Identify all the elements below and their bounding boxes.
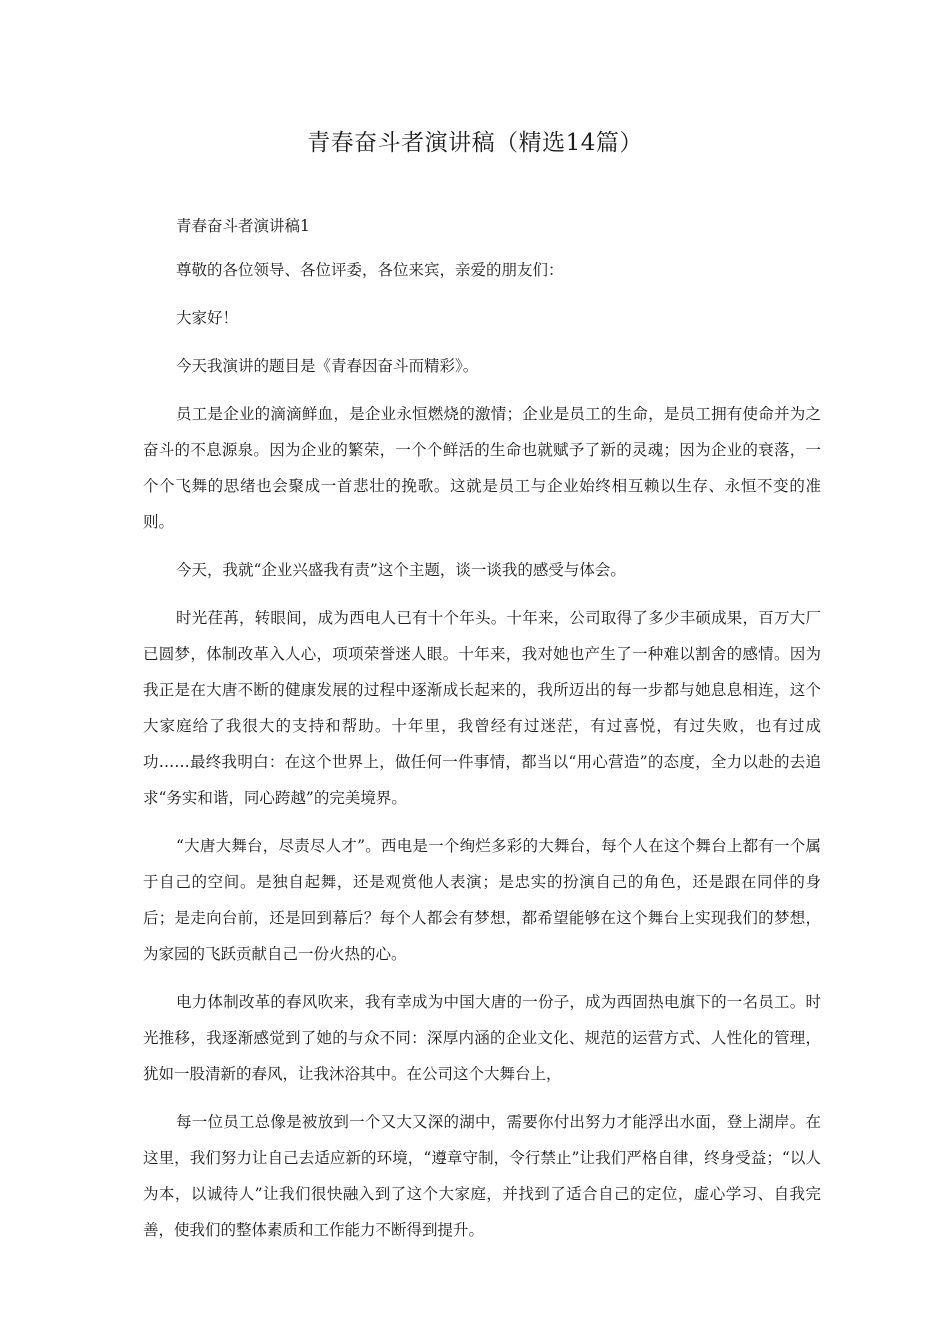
body-paragraph: “大唐大舞台，尽责尽人才”。西电是一个绚烂多彩的大舞台，每个人在这个舞台上都有一个属于自己的空间。是独自起舞，还是观赏他人表演；是忠实的扮演自己的角色，还是跟在同伴的身后；是走向台前，还是回到幕后？每个人都会有梦想，都希望能够在这个舞台上实现我们的梦想，为家园的飞跃贡献自己一份火热的心。 [143,837,821,963]
salutation-paragraph: 尊敬的各位领导、各位评委，各位来宾，亲爱的朋友们： [176,261,564,279]
body-paragraph: 每一位员工总像是被放到一个又大又深的湖中，需要你付出努力才能浮出水面，登上湖岸。在这里，我们努力让自己去适应新的环境，“遵章守制，令行禁止”让我们严格自律，终身受益；“以人为本，以诚待人”让我们很快融入到了这个大家庭，并找到了适合自己的定位，虚心学习、自我完善，使我们的整体素质和工作能力不断得到提升。 [143,1113,821,1239]
body-paragraph: 电力体制改革的春风吹来，我有幸成为中国大唐的一份子，成为西固热电旗下的一名员工。时光推移，我逐渐感觉到了她的与众不同：深厚内涵的企业文化、规范的运营方式、人性化的管理，犹如一股清新的春风，让我沐浴其中。在公司这个大舞台上， [143,993,821,1083]
body-paragraph: 员工是企业的滴滴鲜血，是企业永恒燃烧的激情；企业是员工的生命，是员工拥有使命并为之奋斗的不息源泉。因为企业的繁荣，一个个鲜活的生命也就赋予了新的灵魂；因为企业的衰落，一个个飞舞的思绪也会聚成一首悲壮的挽歌。这就是员工与企业始终相互赖以生存、永恒不变的准则。 [143,405,821,531]
body-paragraph: 今天，我就“企业兴盛我有责”这个主题，谈一谈我的感受与体会。 [176,561,626,579]
topic-paragraph: 今天我演讲的题目是《青春因奋斗而精彩》。 [176,357,479,375]
greeting-paragraph: 大家好！ [176,309,239,327]
section-heading: 青春奋斗者演讲稿1 [176,217,310,235]
document-body [143,208,821,1260]
body-paragraph: 时光荏苒，转眼间，成为西电人已有十个年头。十年来，公司取得了多少丰硕成果，百万大厂已圆梦，体制改革入人心，项项荣誉迷人眼。十年来，我对她也产生了一种难以割舍的感情。因为我正是在大唐不断的健康发展的过程中逐渐成长起来的，我所迈出的每一步都与她息息相连，这个大家庭给了我很大的支持和帮助。十年里，我曾经有过迷茫，有过喜悦，有过失败，也有过成功……最终我明白：在这个世界上，做任何一件事情，都当以“用心营造”的态度，全力以赴的去追求“务实和谐，同心跨越”的完美境界。 [143,609,821,807]
document-title: 青春奋斗者演讲稿（精选14篇） [307,130,643,156]
